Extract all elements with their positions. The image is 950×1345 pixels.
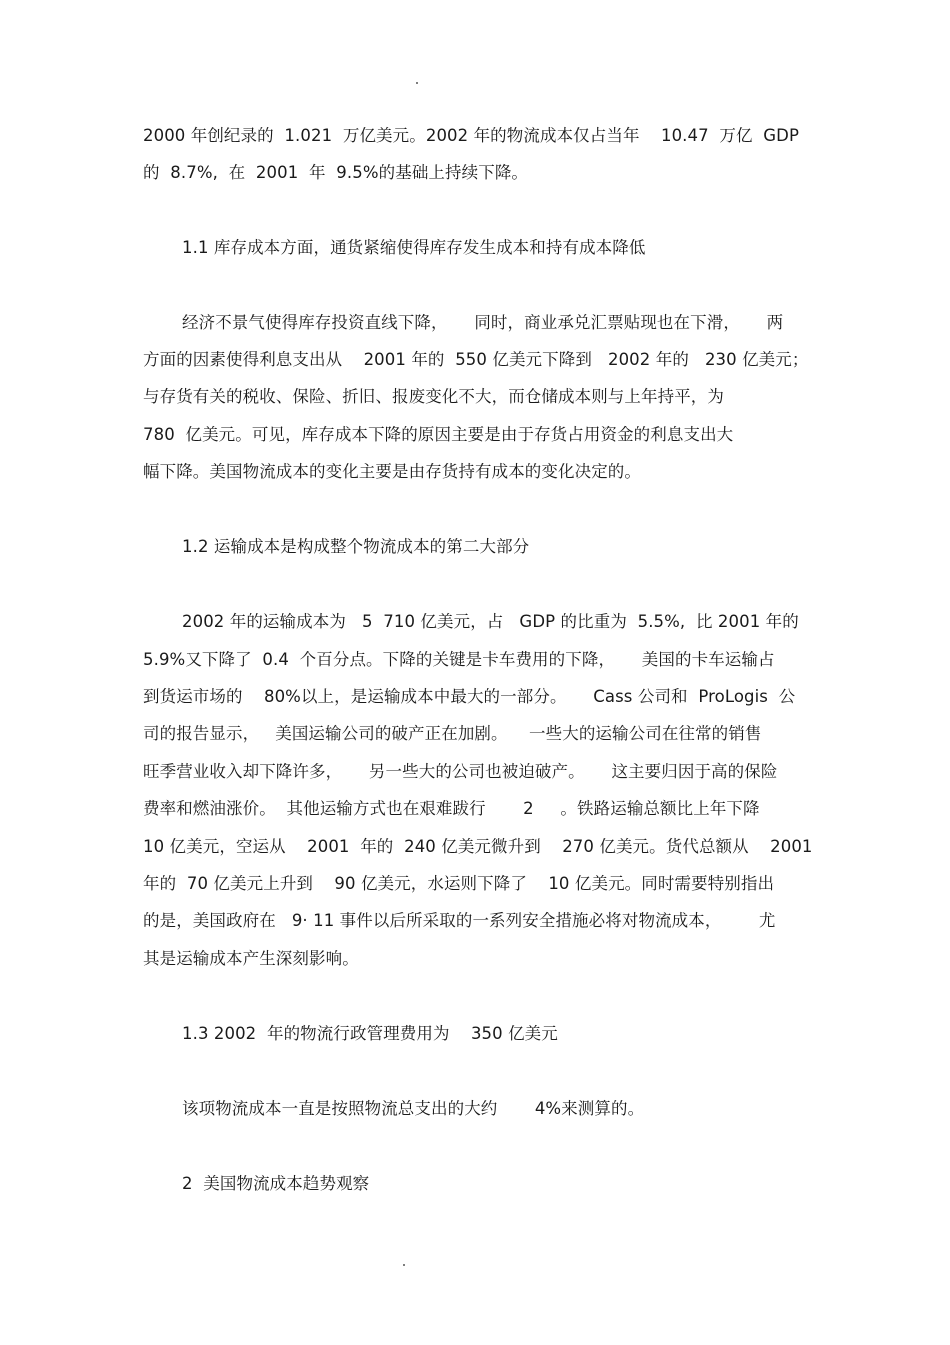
heading-2: 2 美国物流成本趋势观察 [182, 1174, 370, 1193]
heading-1-2: 1.2 运输成本是构成整个物流成本的第二大部分 [182, 537, 530, 556]
page-dot-bottom [403, 1264, 405, 1266]
p12-line-3: 到货运市场的 80%以上，是运输成本中最大的一部分。 Cass 公司和 ProLogis 公 [143, 687, 796, 706]
p11-line-1: 经济不景气使得库存投资直线下降， 同时，商业承兑汇票贴现也在下滑， 两 [182, 313, 784, 332]
heading-1-3: 1.3 2002 年的物流行政管理费用为 350 亿美元 [182, 1024, 558, 1043]
p11-line-5: 幅下降。美国物流成本的变化主要是由存货持有成本的变化决定的。 [143, 462, 641, 481]
p12-line-9: 的是，美国政府在 9· 11 事件以后所采取的一系列安全措施必将对物流成本， 尤 [143, 911, 776, 930]
p12-line-6: 费率和燃油涨价。 其他运输方式也在艰难跋行 2 。铁路运输总额比上年下降 [143, 799, 760, 818]
p12-line-8: 年的 70 亿美元上升到 90 亿美元，水运则下降了 10 亿美元。同时需要特别指出 [143, 874, 775, 893]
p12-line-1: 2002 年的运输成本为 5 710 亿美元，占 GDP 的比重为 5.5%, 比 2001 年的 [182, 612, 799, 631]
p11-line-2: 方面的因素使得利息支出从 2001 年的 550 亿美元下降到 2002 年的 230 亿美元； [143, 350, 809, 369]
intro-line-2: 的 8.7%, 在 2001 年 9.5%的基础上持续下降。 [143, 163, 529, 182]
p12-line-7: 10 亿美元，空运从 2001 年的 240 亿美元微升到 270 亿美元。货代总额从 2001 [143, 837, 813, 856]
p13-line-1: 该项物流成本一直是按照物流总支出的大约 4%来测算的。 [182, 1099, 645, 1118]
p12-line-5: 旺季营业收入却下降许多， 另一些大的公司也被迫破产。 这主要归因于高的保险 [143, 762, 778, 781]
p11-line-4: 780 亿美元。可见，库存成本下降的原因主要是由于存货占用资金的利息支出大 [143, 425, 734, 444]
heading-1-1: 1.1 库存成本方面，通货紧缩使得库存发生成本和持有成本降低 [182, 238, 646, 257]
p11-line-3: 与存货有关的税收、保险、折旧、报废变化不大，而仓储成本则与上年持平，为 [143, 387, 724, 406]
intro-line-1: 2000 年创纪录的 1.021 万亿美元。2002 年的物流成本仅占当年 10.47 万亿 GDP [143, 126, 800, 145]
page-dot-top [416, 82, 418, 84]
p12-line-10: 其是运输成本产生深刻影响。 [143, 949, 359, 968]
p12-line-4: 司的报告显示， 美国运输公司的破产正在加剧。 一些大的运输公司在往常的销售 [143, 724, 762, 743]
p12-line-2: 5.9%又下降了 0.4 个百分点。下降的关键是卡车费用的下降， 美国的卡车运输占 [143, 650, 775, 669]
